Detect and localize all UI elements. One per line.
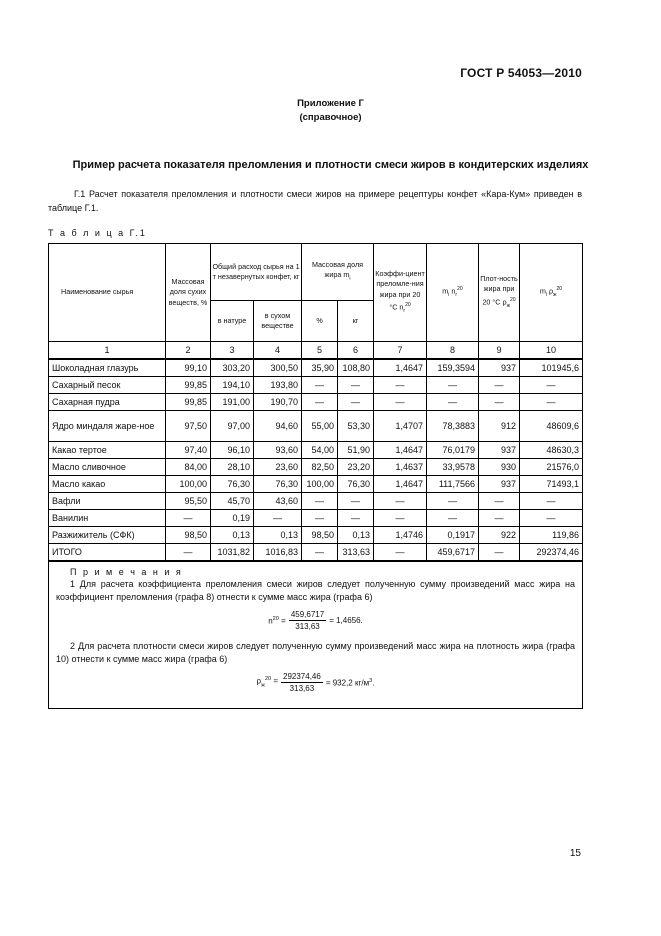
- table-cell: —: [520, 377, 583, 394]
- table-cell: —: [427, 377, 479, 394]
- table-cell: 937: [479, 359, 520, 377]
- table-row: [49, 527, 583, 544]
- table-cell: 111,7566: [427, 476, 479, 493]
- table-cell: 76,30: [211, 476, 254, 493]
- table-cell: 33,9578: [427, 459, 479, 476]
- header-in-nature: в натуре: [211, 301, 254, 342]
- table-row: [49, 359, 583, 377]
- table-cell: 1,4637: [374, 459, 427, 476]
- table-cell: —: [166, 510, 211, 527]
- table-cell: —: [338, 510, 374, 527]
- header-name: Наименование сырья: [49, 244, 166, 342]
- table-cell: 55,00: [302, 411, 338, 442]
- col-number: 5: [302, 342, 338, 360]
- row-name: ИТОГО: [49, 544, 166, 562]
- col-number: 10: [520, 342, 583, 360]
- table-cell: —: [338, 377, 374, 394]
- table-cell: 292374,46: [520, 544, 583, 562]
- table-cell: 35,90: [302, 359, 338, 377]
- table-cell: 100,00: [166, 476, 211, 493]
- table-cell: 43,60: [254, 493, 302, 510]
- row-name: Ядро миндаля жаре-ное: [49, 411, 166, 442]
- table-row: [49, 411, 583, 442]
- note-2: 2 Для расчета плотности смеси жиров следует полученную сумму произведений масс жира на плотность жира (графа 10) отнести к сумме масс жира (графа 6): [56, 641, 576, 664]
- table-cell: 300,50: [254, 359, 302, 377]
- table-cell: —: [302, 510, 338, 527]
- col-number: 3: [211, 342, 254, 360]
- header-col10: $m_i$ $\rho_ж^{20}$: [520, 244, 583, 342]
- table-cell: 0,13: [211, 527, 254, 544]
- row-name: Вафли: [49, 493, 166, 510]
- table-cell: 71493,1: [520, 476, 583, 493]
- table-cell: 98,50: [302, 527, 338, 544]
- note-1: 1 Для расчета коэффициента преломления смеси жиров следует полученную сумму произведений масс жира на коэффициент преломления (графа 8) отнести к сумме масс жира (графа 6): [56, 579, 576, 602]
- table-cell: 51,90: [338, 442, 374, 459]
- table-cell: 97,50: [166, 411, 211, 442]
- table-cell: 21576,0: [520, 459, 583, 476]
- standard-number: ГОСТ Р 54053—2010: [460, 66, 582, 80]
- col-number: 7: [374, 342, 427, 360]
- header-fat-fraction: Массовая доля жира $m_i$: [302, 244, 374, 301]
- table-cell: —: [374, 377, 427, 394]
- data-table: [48, 243, 583, 709]
- table-cell: 1031,82: [211, 544, 254, 562]
- table-cell: 53,30: [338, 411, 374, 442]
- table-row: [49, 510, 583, 527]
- table-cell: —: [254, 510, 302, 527]
- table-cell: 0,13: [254, 527, 302, 544]
- table-cell: —: [338, 394, 374, 411]
- formula-refraction: $n^{20}$ = $\frac{459,6717}{313,63}$ = 1,4656.: [268, 610, 363, 631]
- table-cell: 303,20: [211, 359, 254, 377]
- row-name: Шоколадная глазурь: [49, 359, 166, 377]
- row-name: Какао тертое: [49, 442, 166, 459]
- table-cell: —: [479, 544, 520, 562]
- appendix-heading: [0, 97, 661, 125]
- table-cell: 0,1917: [427, 527, 479, 544]
- table-row: [49, 459, 583, 476]
- row-name: Масло какао: [49, 476, 166, 493]
- col-number: 4: [254, 342, 302, 360]
- table-cell: 23,20: [338, 459, 374, 476]
- header-pct: %: [302, 301, 338, 342]
- appendix-subtitle: (справочное): [299, 112, 362, 123]
- table-cell: —: [338, 493, 374, 510]
- table-cell: 84,00: [166, 459, 211, 476]
- table-cell: —: [479, 394, 520, 411]
- table-cell: —: [520, 394, 583, 411]
- col-number: 1: [49, 342, 166, 360]
- section-heading: Пример расчета показателя преломления и плотности смеси жиров в кондитерских изделиях: [72, 159, 589, 171]
- header-kg: кг: [338, 301, 374, 342]
- table-cell: 97,00: [211, 411, 254, 442]
- intro-paragraph: [48, 187, 582, 215]
- table-cell: 99,85: [166, 394, 211, 411]
- table-cell: 1,4647: [374, 442, 427, 459]
- header-density: Плот-ность жира при 20 °С $\rho_ж^{20}$: [479, 244, 520, 342]
- table-cell: 1,4746: [374, 527, 427, 544]
- table-cell: 76,30: [338, 476, 374, 493]
- table-row: [49, 442, 583, 459]
- table-cell: 93,60: [254, 442, 302, 459]
- column-numbers-row: [49, 342, 583, 360]
- table-cell: —: [427, 510, 479, 527]
- table-cell: 0,19: [211, 510, 254, 527]
- table-cell: 101945,6: [520, 359, 583, 377]
- table-cell: 0,13: [338, 527, 374, 544]
- table-cell: —: [302, 544, 338, 562]
- table-cell: 191,00: [211, 394, 254, 411]
- table-cell: 54,00: [302, 442, 338, 459]
- row-name: Сахарный песок: [49, 377, 166, 394]
- table-cell: —: [302, 493, 338, 510]
- table-cell: —: [520, 493, 583, 510]
- col-number: 9: [479, 342, 520, 360]
- table-row: [49, 476, 583, 493]
- table-cell: —: [302, 394, 338, 411]
- page-number: 15: [569, 848, 581, 859]
- table-cell: 1,4707: [374, 411, 427, 442]
- table-cell: 1,4647: [374, 359, 427, 377]
- table-cell: 190,70: [254, 394, 302, 411]
- table-cell: 1,4647: [374, 476, 427, 493]
- table-cell: 99,85: [166, 377, 211, 394]
- table-row: [49, 493, 583, 510]
- table-cell: 937: [479, 476, 520, 493]
- table-cell: —: [302, 377, 338, 394]
- table-caption: Т а б л и ц а Г.1: [48, 228, 147, 238]
- table-cell: —: [479, 510, 520, 527]
- table-cell: 119,86: [520, 527, 583, 544]
- table-cell: —: [479, 377, 520, 394]
- table-row: [49, 377, 583, 394]
- header-refraction: Коэффи-циент преломле-ния жира при 20 °С $n_r^{20}$: [374, 244, 427, 342]
- table-cell: 99,10: [166, 359, 211, 377]
- row-name: Ванилин: [49, 510, 166, 527]
- table-cell: 459,6717: [427, 544, 479, 562]
- row-name: Сахарная пудра: [49, 394, 166, 411]
- table-cell: —: [520, 510, 583, 527]
- table-cell: 48630,3: [520, 442, 583, 459]
- row-name: Масло сливочное: [49, 459, 166, 476]
- table-cell: —: [374, 510, 427, 527]
- table-cell: 48609,6: [520, 411, 583, 442]
- header-col8: $m_i$ $n_r^{20}$: [427, 244, 479, 342]
- table-cell: 95,50: [166, 493, 211, 510]
- table-cell: 23,60: [254, 459, 302, 476]
- table-cell: —: [374, 544, 427, 562]
- col-number: 6: [338, 342, 374, 360]
- table-cell: 78,3883: [427, 411, 479, 442]
- table-cell: 98,50: [166, 527, 211, 544]
- table-cell: 937: [479, 442, 520, 459]
- table-cell: —: [374, 493, 427, 510]
- header-in-dry: в сухом веществе: [254, 301, 302, 342]
- col-number: 2: [166, 342, 211, 360]
- table-cell: 313,63: [338, 544, 374, 562]
- table-cell: 193,80: [254, 377, 302, 394]
- table-cell: —: [374, 394, 427, 411]
- row-name: Разжижитель (СФК): [49, 527, 166, 544]
- table-cell: 912: [479, 411, 520, 442]
- intro-text: Г.1 Расчет показателя преломления и плотности смеси жиров на примере рецептуры конфет «Кара-Кум» приведен в таблице Г.1.: [48, 189, 582, 213]
- table-cell: 97,40: [166, 442, 211, 459]
- table-cell: 76,30: [254, 476, 302, 493]
- table-cell: 1016,83: [254, 544, 302, 562]
- col-number: 8: [427, 342, 479, 360]
- table-cell: —: [427, 394, 479, 411]
- table-cell: 76,0179: [427, 442, 479, 459]
- table-cell: 94,60: [254, 411, 302, 442]
- table-cell: —: [427, 493, 479, 510]
- table-cell: 922: [479, 527, 520, 544]
- table-cell: 194,10: [211, 377, 254, 394]
- table-row: [49, 544, 583, 562]
- notes-label: П р и м е ч а н и я: [70, 567, 183, 577]
- table-cell: 930: [479, 459, 520, 476]
- table-cell: 100,00: [302, 476, 338, 493]
- appendix-title: Приложение Г: [297, 98, 364, 109]
- table-cell: —: [166, 544, 211, 562]
- table-cell: —: [479, 493, 520, 510]
- header-dry-fraction: Массовая доля сухих веществ, %: [166, 244, 211, 342]
- table-row: [49, 394, 583, 411]
- table-cell: 28,10: [211, 459, 254, 476]
- formula-density: $\rho_ж^{20}$ = $\frac{292374,46}{313,63}$ = 932,2 $кг/м^3$.: [256, 672, 375, 693]
- header-consumption: Общий расход сырья на 1 т незавернутых конфет, кг: [211, 244, 302, 301]
- table-cell: 159,3594: [427, 359, 479, 377]
- table-cell: 82,50: [302, 459, 338, 476]
- table-cell: 96,10: [211, 442, 254, 459]
- notes-cell: [49, 561, 583, 709]
- table-cell: 108,80: [338, 359, 374, 377]
- table-cell: 45,70: [211, 493, 254, 510]
